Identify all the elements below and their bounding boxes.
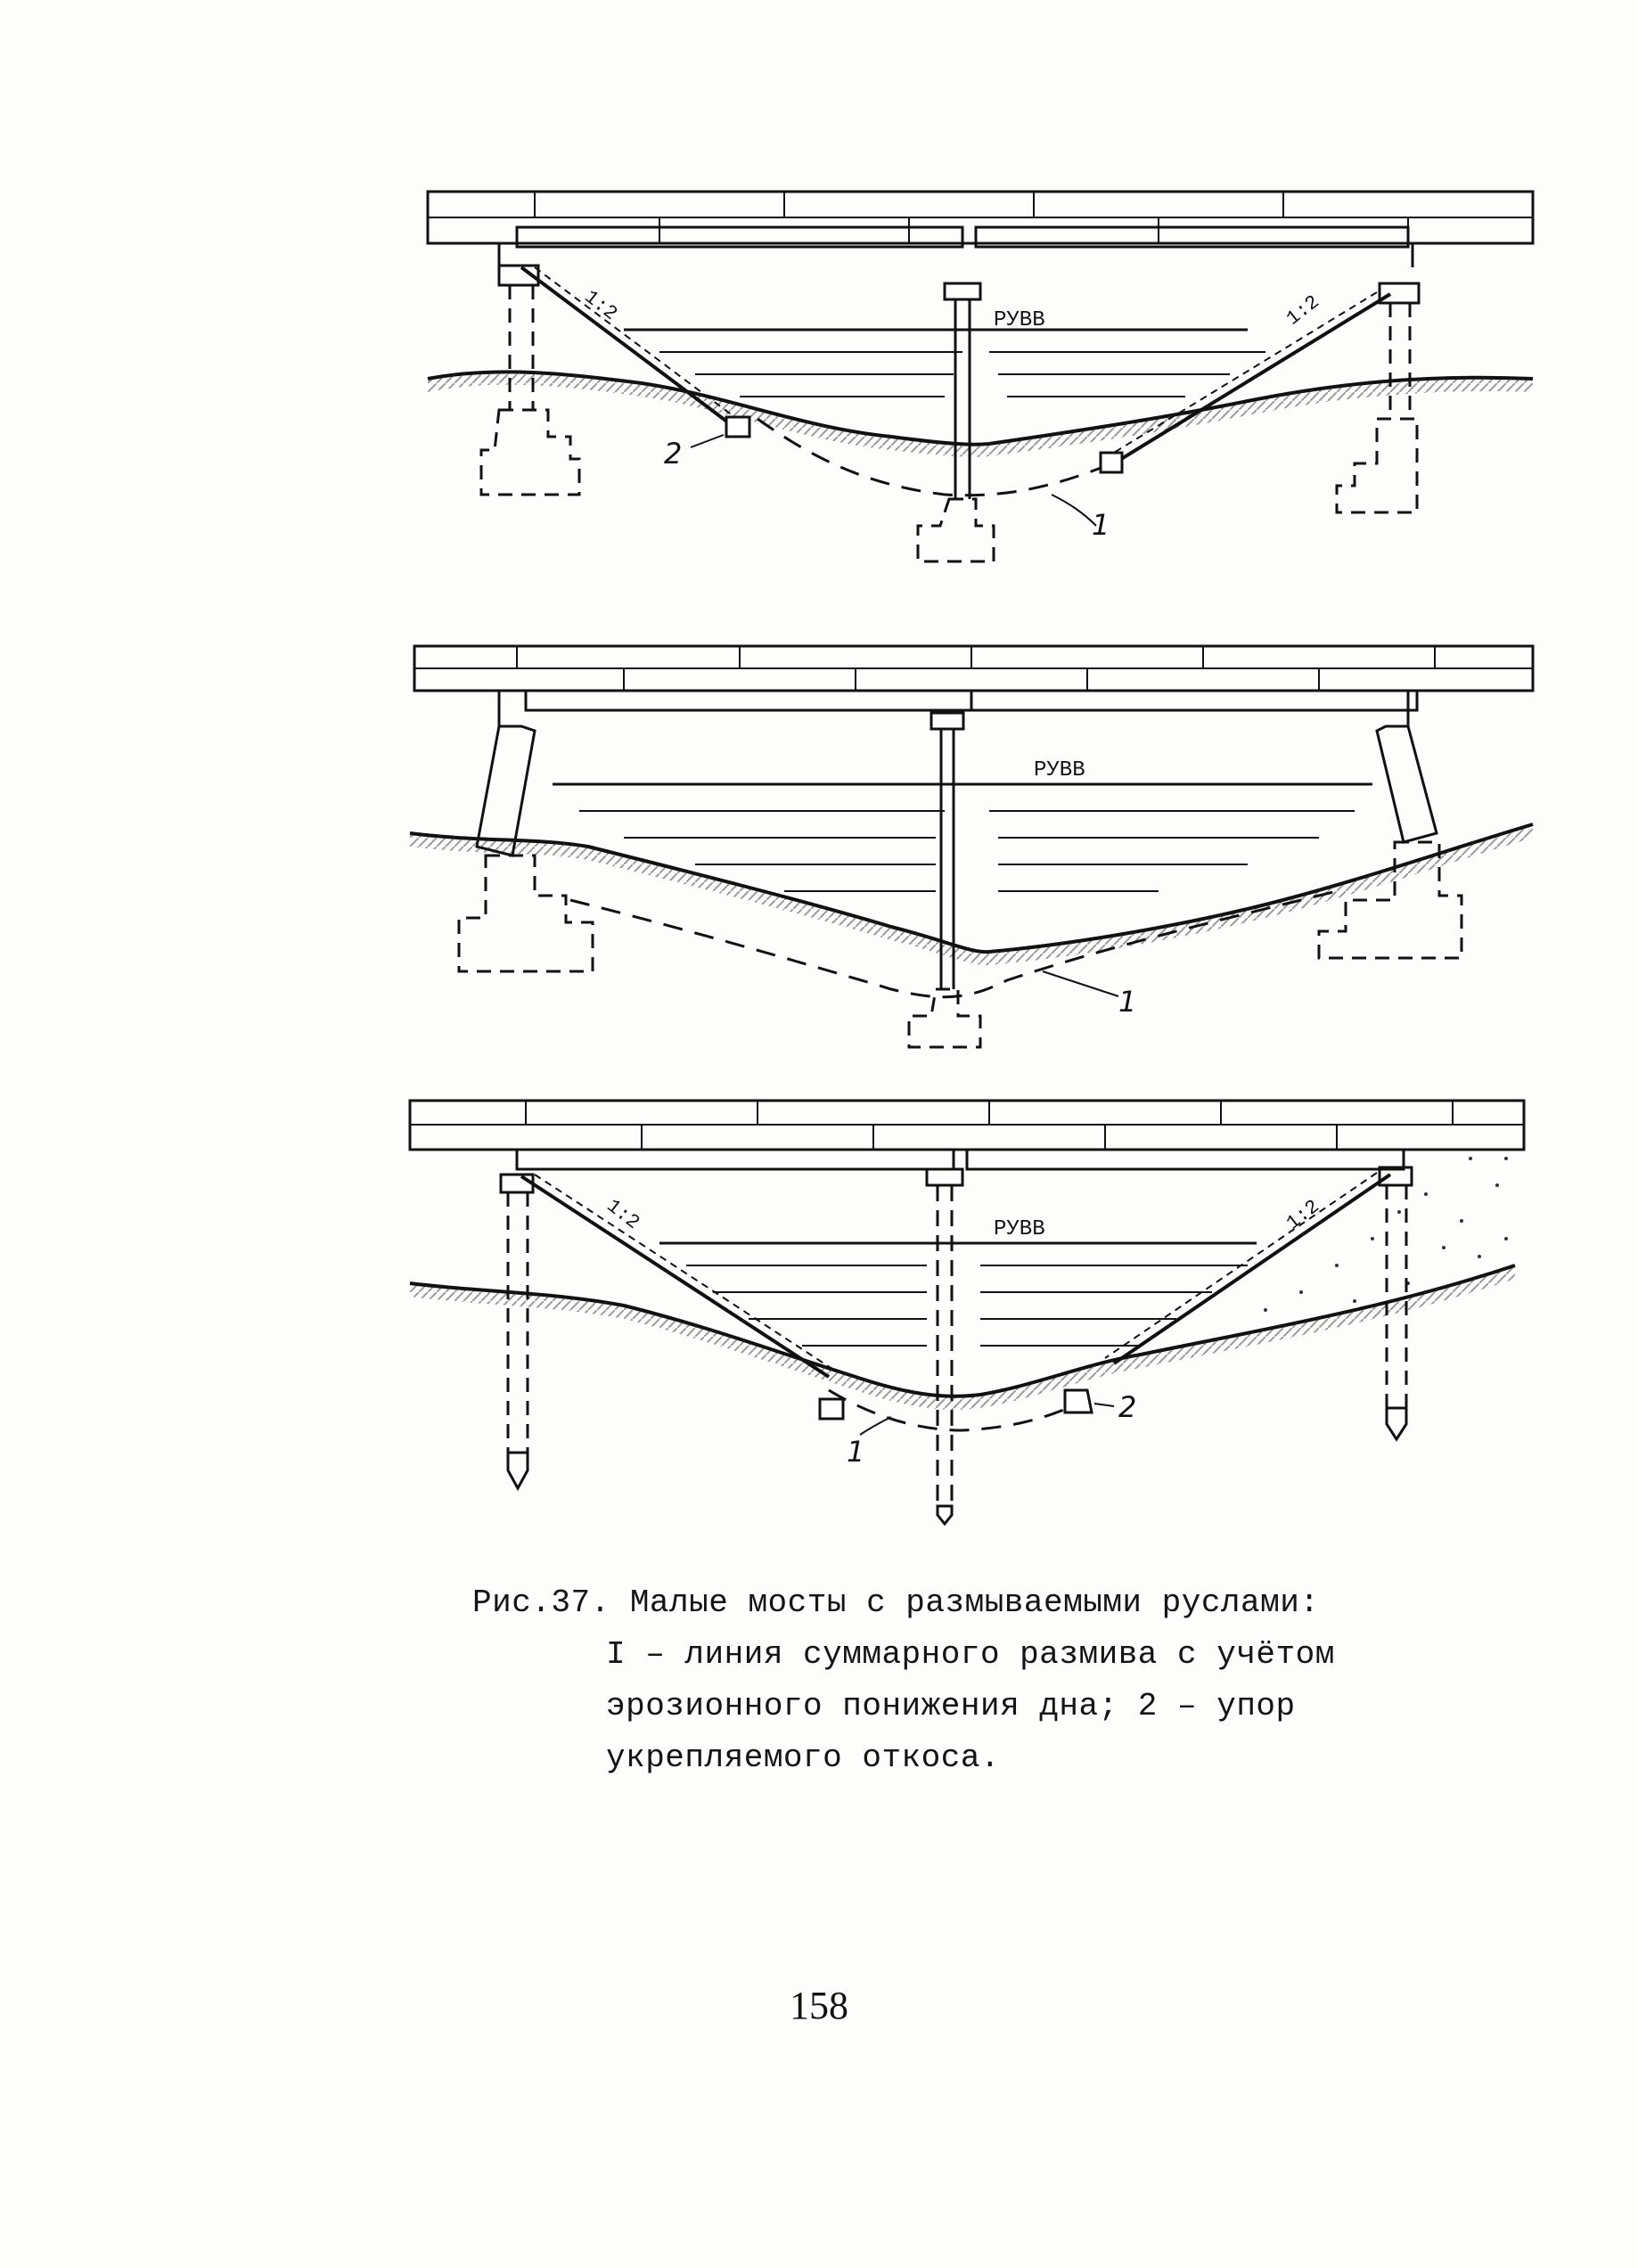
panel-1-water-level-label: РУВВ [994, 308, 1045, 332]
page-number: 158 [790, 1984, 848, 2027]
panel-1-bridge-section [428, 192, 1533, 561]
panel-1-slope-left-label: 1:2 [579, 285, 622, 325]
panel-1-callout-scour: 1 [1092, 508, 1110, 542]
panel-3-water-level-label: РУВВ [994, 1217, 1045, 1241]
panel-1-callout-stop: 2 [664, 437, 683, 471]
caption-body: I – линия суммарного размива с учётом эрозионного понижения дна; 2 – упор укрепляемого откоса. [606, 1636, 1335, 1776]
panel-3-bridge-section [410, 1101, 1524, 1524]
panel-2-water-level-label: РУВВ [1034, 758, 1085, 782]
panel-2-callout-scour: 1 [1118, 985, 1137, 1019]
panel-3-slope-right-label: 1:2 [1282, 1195, 1324, 1235]
panel-1-slope-right-label: 1:2 [1282, 291, 1324, 331]
panel-3-callout-scour: 1 [847, 1435, 865, 1469]
figure-caption [472, 1577, 1488, 1784]
caption-title: Рис.37. Малые мосты с размываемыми руслами: [472, 1584, 1320, 1621]
panel-3-slope-left-label: 1:2 [602, 1194, 644, 1234]
panel-3-callout-stop: 2 [1118, 1390, 1137, 1424]
panel-2-bridge-section [410, 646, 1533, 1047]
